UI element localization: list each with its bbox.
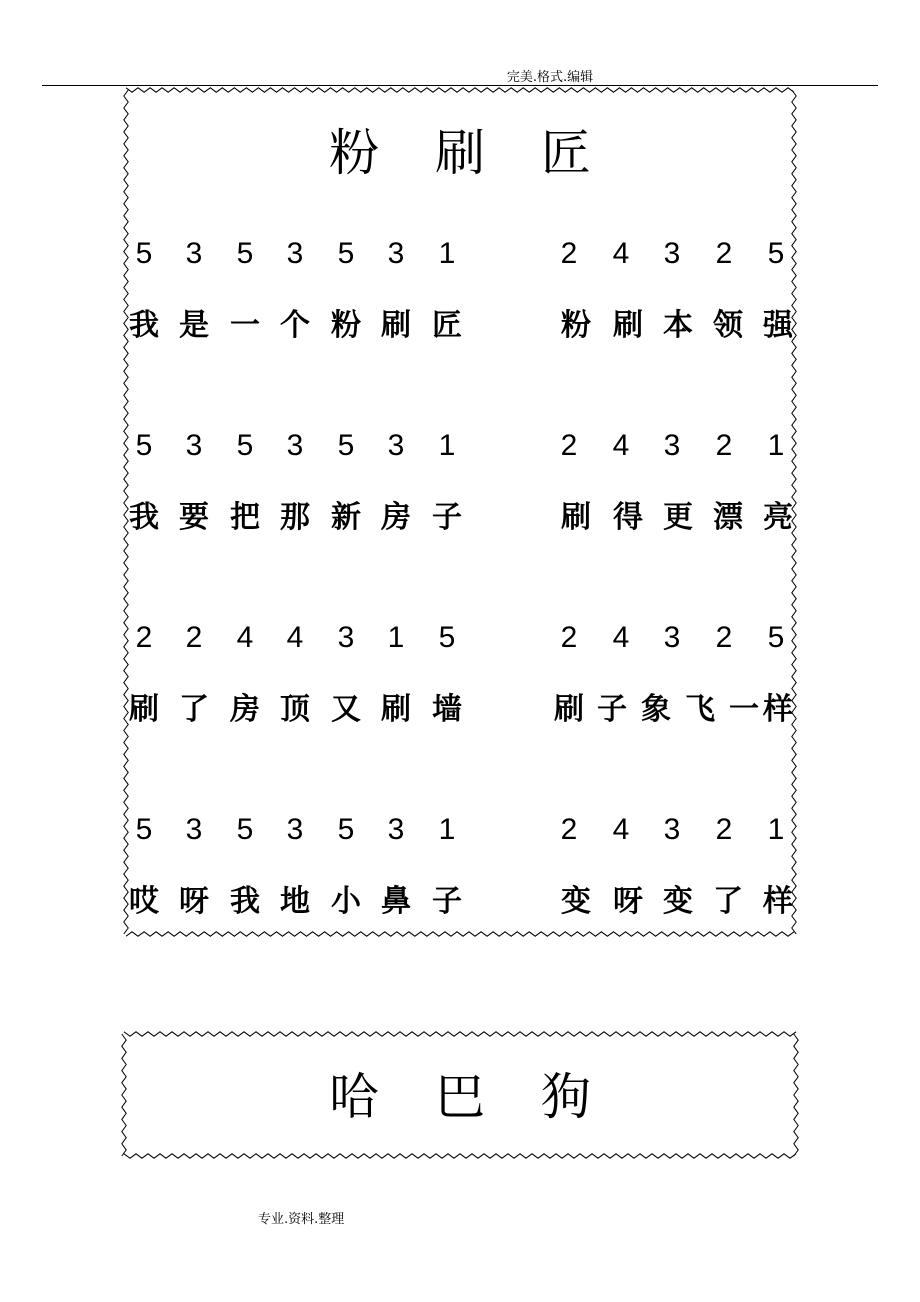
lyric-char: 更 [663, 500, 693, 535]
note: 4 [612, 621, 630, 654]
note: 1 [438, 813, 456, 846]
lyric-char: 把 [230, 500, 260, 535]
note: 2 [185, 621, 203, 654]
note: 5 [236, 237, 254, 270]
lyric-char: 粉 [561, 308, 591, 343]
lyrics-row [124, 306, 796, 346]
lyric-char: 顶 [280, 692, 310, 727]
lyric-char: 我 [129, 308, 159, 343]
lyric-char: 新 [331, 500, 361, 535]
lyric-char: 房 [230, 692, 260, 727]
note: 3 [286, 429, 304, 462]
lyric-char: 子 [432, 884, 462, 919]
note: 3 [663, 237, 681, 270]
note: 4 [236, 621, 254, 654]
note: 2 [560, 237, 578, 270]
note: 2 [715, 813, 733, 846]
note: 1 [438, 237, 456, 270]
lyric-char: 匠 [432, 308, 462, 343]
song-title: 粉 刷 匠 [329, 124, 611, 182]
lyric-char: 样 [763, 884, 793, 919]
note: 5 [337, 429, 355, 462]
lyric-char: 墙 [432, 692, 462, 727]
lyric-char: 变 [663, 884, 693, 919]
lyric-char: 强 [763, 308, 793, 343]
lyric-char: 了 [713, 884, 743, 919]
note: 3 [185, 429, 203, 462]
lyric-char: 那 [280, 500, 310, 535]
lyric-char: 个 [280, 308, 310, 343]
header-divider [42, 85, 878, 86]
lyric-char: 一 [729, 692, 759, 727]
note: 3 [185, 813, 203, 846]
note: 2 [560, 621, 578, 654]
note: 5 [236, 813, 254, 846]
note: 2 [715, 621, 733, 654]
note: 4 [612, 429, 630, 462]
lyric-char: 是 [179, 308, 209, 343]
lyrics-row [124, 882, 796, 922]
lyric-char: 子 [432, 500, 462, 535]
lyric-char: 子 [597, 692, 627, 727]
lyric-char: 地 [280, 884, 310, 919]
lyric-char: 小 [331, 884, 361, 919]
note: 5 [135, 813, 153, 846]
note: 3 [387, 429, 405, 462]
note: 5 [767, 237, 785, 270]
note: 2 [560, 429, 578, 462]
note: 2 [560, 813, 578, 846]
lyric-char: 本 [663, 308, 693, 343]
lyric-char: 漂 [713, 500, 743, 535]
notes-row [124, 810, 796, 850]
note: 3 [663, 813, 681, 846]
song-frame-habagou [122, 1032, 798, 1158]
note: 5 [337, 813, 355, 846]
lyric-char: 刷 [613, 308, 643, 343]
lyric-char: 样 [763, 692, 793, 727]
notes-row [124, 426, 796, 466]
lyric-char: 刷 [561, 500, 591, 535]
note: 2 [715, 429, 733, 462]
note: 4 [612, 237, 630, 270]
lyric-char: 领 [713, 308, 743, 343]
lyric-char: 象 [641, 692, 671, 727]
note: 3 [337, 621, 355, 654]
lyric-char: 鼻 [381, 884, 411, 919]
note: 1 [767, 813, 785, 846]
lyric-char: 粉 [331, 308, 361, 343]
lyric-char: 哎 [129, 884, 159, 919]
note: 2 [715, 237, 733, 270]
lyric-char: 呀 [613, 884, 643, 919]
lyric-char: 一 [230, 308, 260, 343]
lyric-char: 我 [230, 884, 260, 919]
note: 3 [387, 237, 405, 270]
page-footer: 专业.资料.整理 [258, 1212, 345, 1227]
note: 4 [286, 621, 304, 654]
note: 3 [663, 621, 681, 654]
lyric-char: 飞 [685, 692, 715, 727]
lyric-char: 要 [179, 500, 209, 535]
lyrics-row [124, 498, 796, 538]
lyric-char: 刷 [554, 692, 584, 727]
note: 2 [135, 621, 153, 654]
lyric-char: 我 [129, 500, 159, 535]
note: 3 [286, 813, 304, 846]
lyrics-row [124, 690, 796, 730]
note: 1 [387, 621, 405, 654]
lyric-char: 呀 [179, 884, 209, 919]
lyric-char: 变 [561, 884, 591, 919]
note: 3 [663, 429, 681, 462]
song-frame-fenshuajiang [124, 88, 796, 936]
lyric-char: 刷 [381, 692, 411, 727]
lyric-char: 刷 [381, 308, 411, 343]
note: 3 [387, 813, 405, 846]
lyric-char: 得 [613, 500, 643, 535]
notes-row [124, 618, 796, 658]
song-title: 哈 巴 狗 [329, 1068, 611, 1126]
note: 5 [135, 429, 153, 462]
lyric-char: 房 [381, 500, 411, 535]
note: 3 [286, 237, 304, 270]
note: 1 [767, 429, 785, 462]
note: 5 [337, 237, 355, 270]
note: 5 [438, 621, 456, 654]
note: 5 [767, 621, 785, 654]
notes-row [124, 234, 796, 274]
note: 3 [185, 237, 203, 270]
note: 5 [135, 237, 153, 270]
lyric-char: 又 [331, 692, 361, 727]
lyric-char: 了 [179, 692, 209, 727]
page-header: 完美.格式.编辑 [506, 70, 594, 85]
lyric-char: 刷 [129, 692, 159, 727]
note: 4 [612, 813, 630, 846]
lyric-char: 亮 [763, 500, 793, 535]
note: 1 [438, 429, 456, 462]
note: 5 [236, 429, 254, 462]
